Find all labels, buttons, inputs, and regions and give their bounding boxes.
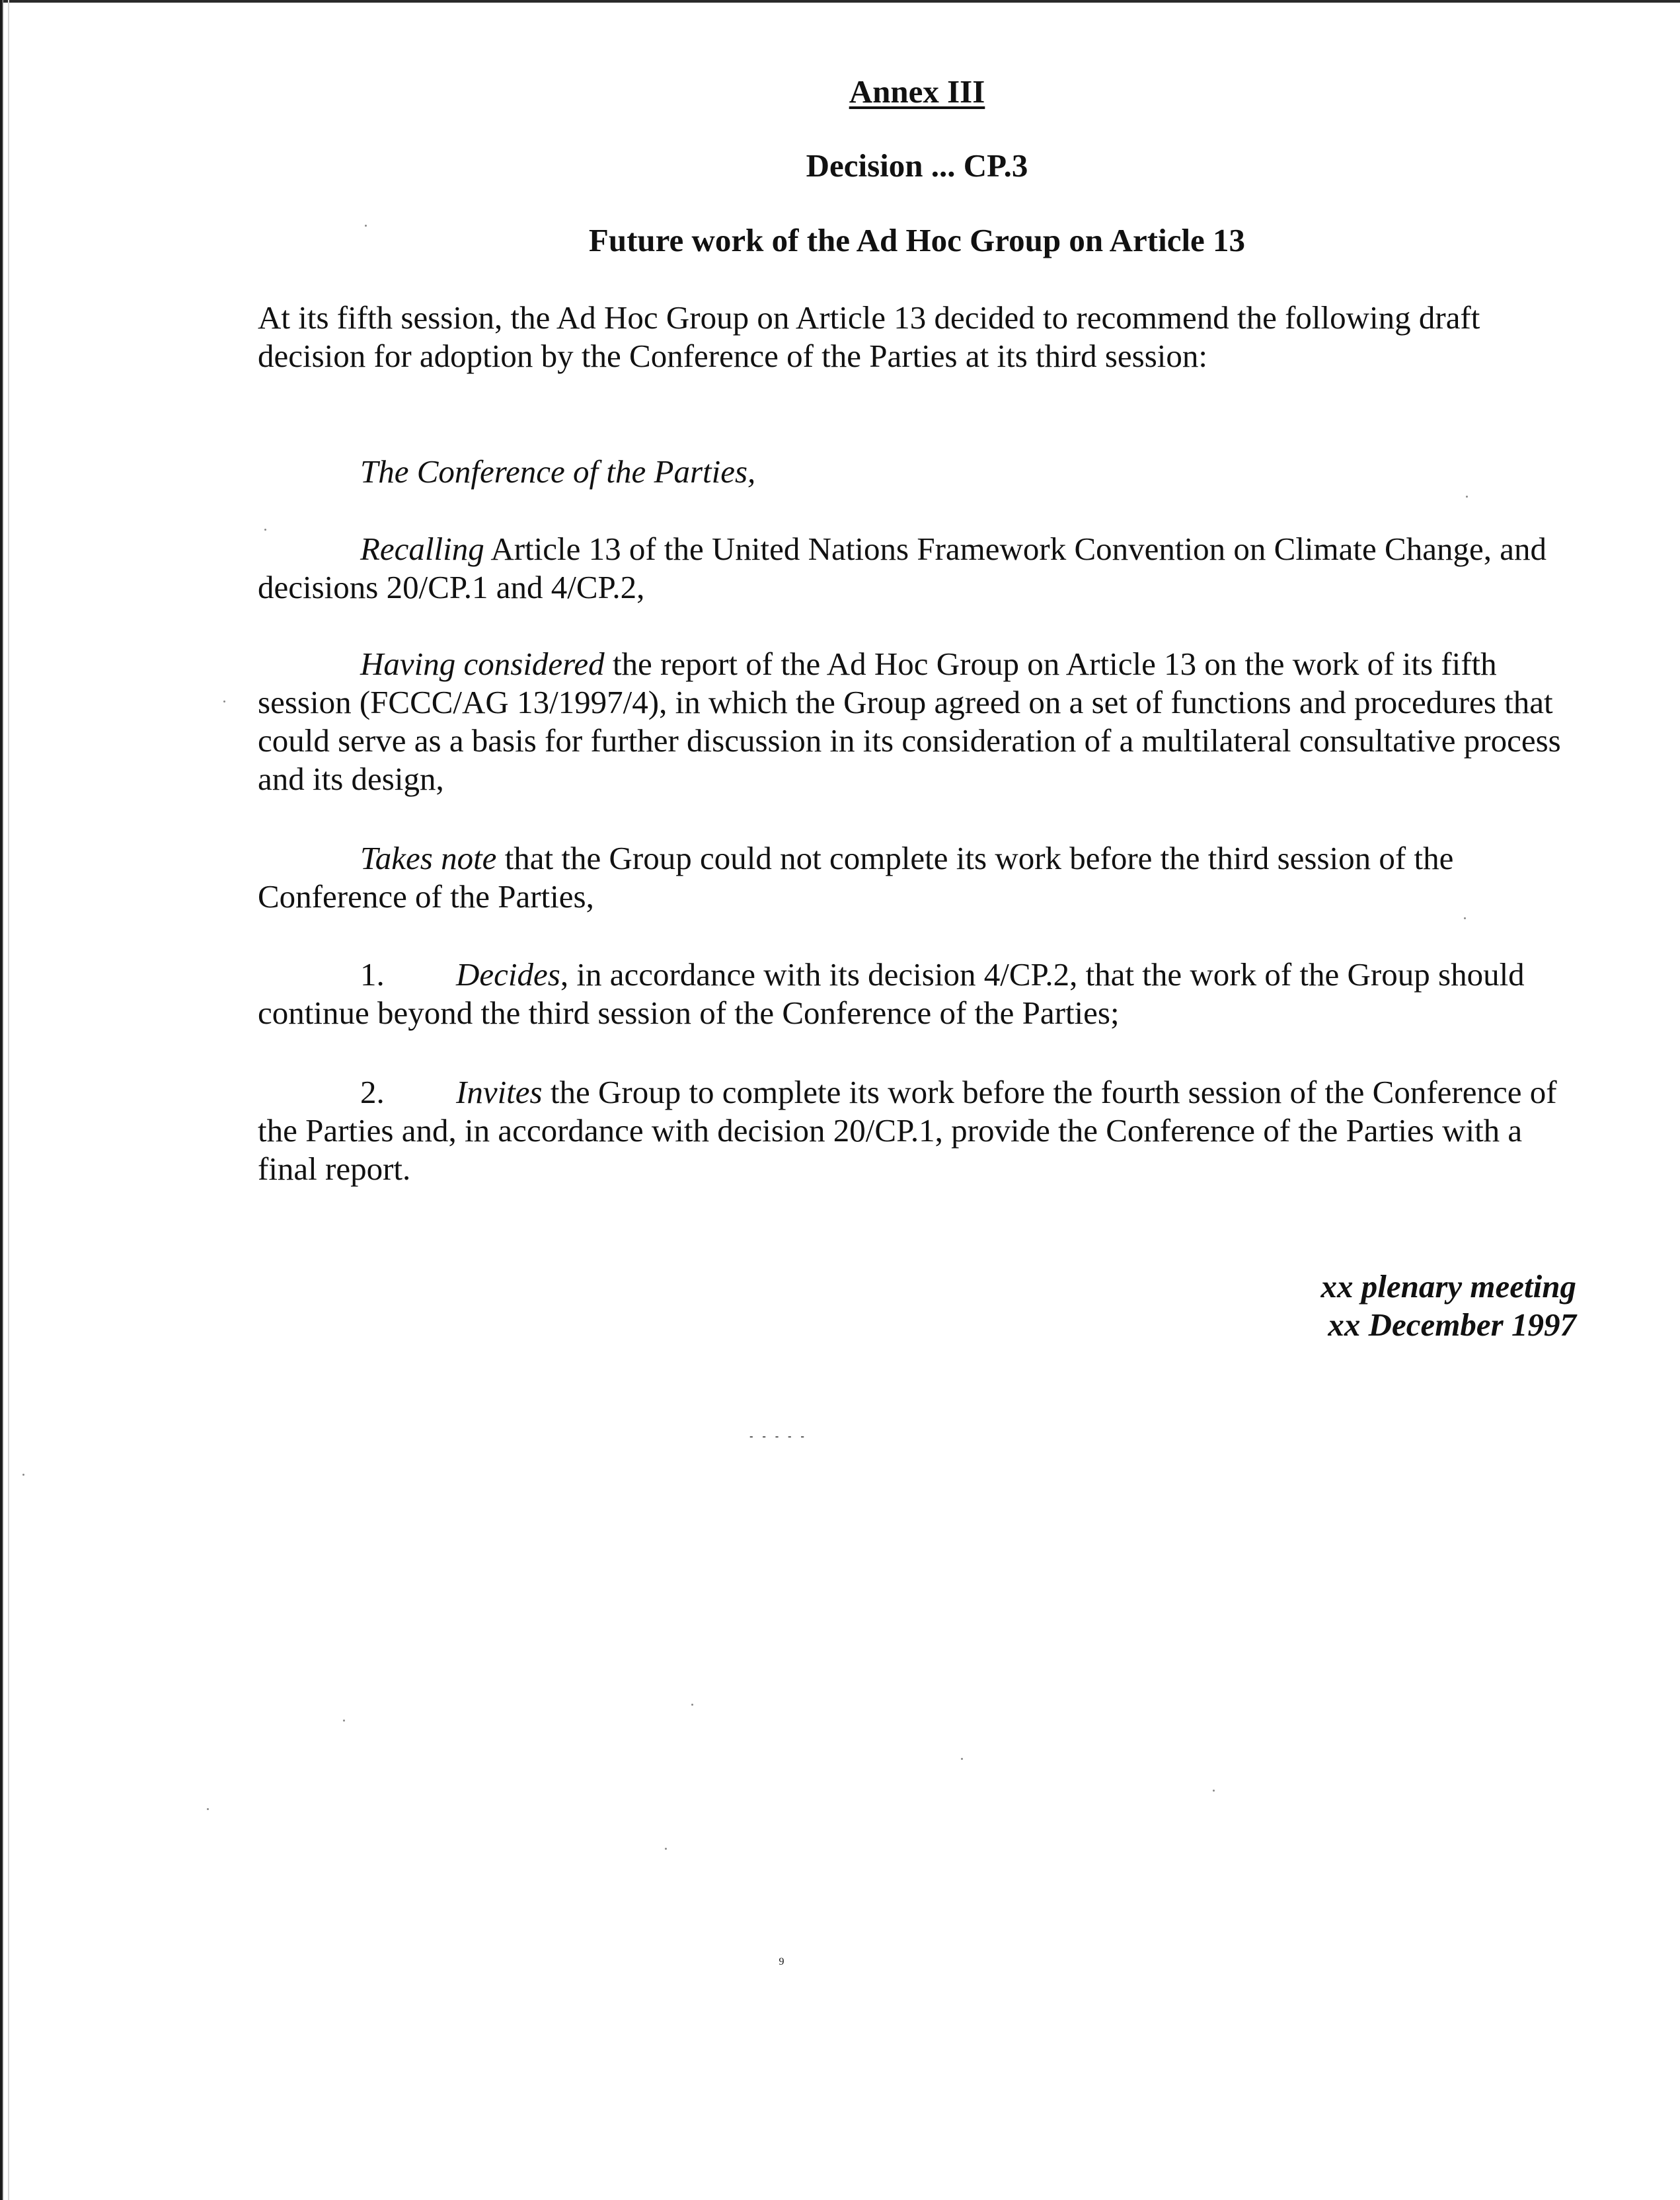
scan-speck (223, 701, 225, 702)
paragraph-text: the report of the Ad Hoc Group on Article 13 on the work of its fifth session (FCCC/AG 13/1997/4), in which the Group agreed on a set of functions and procedures that could serve as a basis for further discussion in its consideration of a multilateral consultative process and its design, (258, 646, 1561, 797)
page-number: 9 (779, 1956, 784, 1967)
scan-left-shadow (8, 0, 9, 2200)
intro-paragraph: At its fifth session, the Ad Hoc Group on Article 13 decided to recommend the following draft decision for adoption by the Conference of the Parties at its third session: (258, 299, 1480, 374)
preamble-title: The Conference of the Parties, (360, 453, 756, 490)
paragraph-lead: Takes note (360, 840, 497, 876)
end-of-document-mark: ----- (749, 1431, 814, 1442)
paragraph-text: , in accordance with its decision 4/CP.2, that the work of the Group should continue beyond the third session of the Conference of the Parties; (258, 956, 1525, 1031)
scan-speck (961, 1758, 963, 1760)
paragraph-lead: Decides (456, 956, 560, 993)
preamble-paragraph-recalling (258, 530, 1576, 607)
preamble-paragraph-takes-note (258, 839, 1576, 916)
scan-speck (665, 1848, 667, 1850)
paragraph-number: 2. (360, 1074, 385, 1110)
paragraph-lead: Having considered (360, 646, 605, 682)
decision-number: Decision ... CP.3 (806, 147, 1028, 184)
scan-speck (1466, 496, 1468, 498)
scan-speck (1464, 917, 1466, 919)
date-line: xx December 1997 (1328, 1307, 1576, 1343)
scan-speck (207, 1808, 209, 1810)
scan-left-edge (0, 0, 3, 2200)
paragraph-lead: Invites (456, 1074, 543, 1110)
annex-title: Annex III (849, 73, 985, 110)
scan-speck (343, 1720, 345, 1722)
scan-top-edge (0, 0, 1680, 3)
paragraph-lead: Recalling (360, 531, 484, 567)
meeting-signature-block (258, 1268, 1576, 1344)
meeting-line: xx plenary meeting (1320, 1268, 1576, 1305)
preamble-paragraph-having-considered (258, 645, 1576, 798)
paragraph-number: 1. (360, 956, 385, 993)
subject-title: Future work of the Ad Hoc Group on Article 13 (588, 222, 1246, 258)
operative-paragraph-2 (258, 1073, 1576, 1188)
scan-speck (22, 1474, 24, 1476)
scan-speck (1213, 1790, 1215, 1792)
paragraph-text: that the Group could not complete its work before the third session of the Conference of the Parties, (258, 840, 1454, 915)
paragraph-text: Article 13 of the United Nations Framework Convention on Climate Change, and decisions 20/CP.1 and 4/CP.2, (258, 531, 1546, 605)
operative-paragraph-1 (258, 956, 1576, 1032)
paragraph-text: the Group to complete its work before the fourth session of the Conference of the Parties and, in accordance with decision 20/CP.1, provide the Conference of the Parties with a final report. (258, 1074, 1557, 1187)
scan-speck (691, 1704, 693, 1706)
